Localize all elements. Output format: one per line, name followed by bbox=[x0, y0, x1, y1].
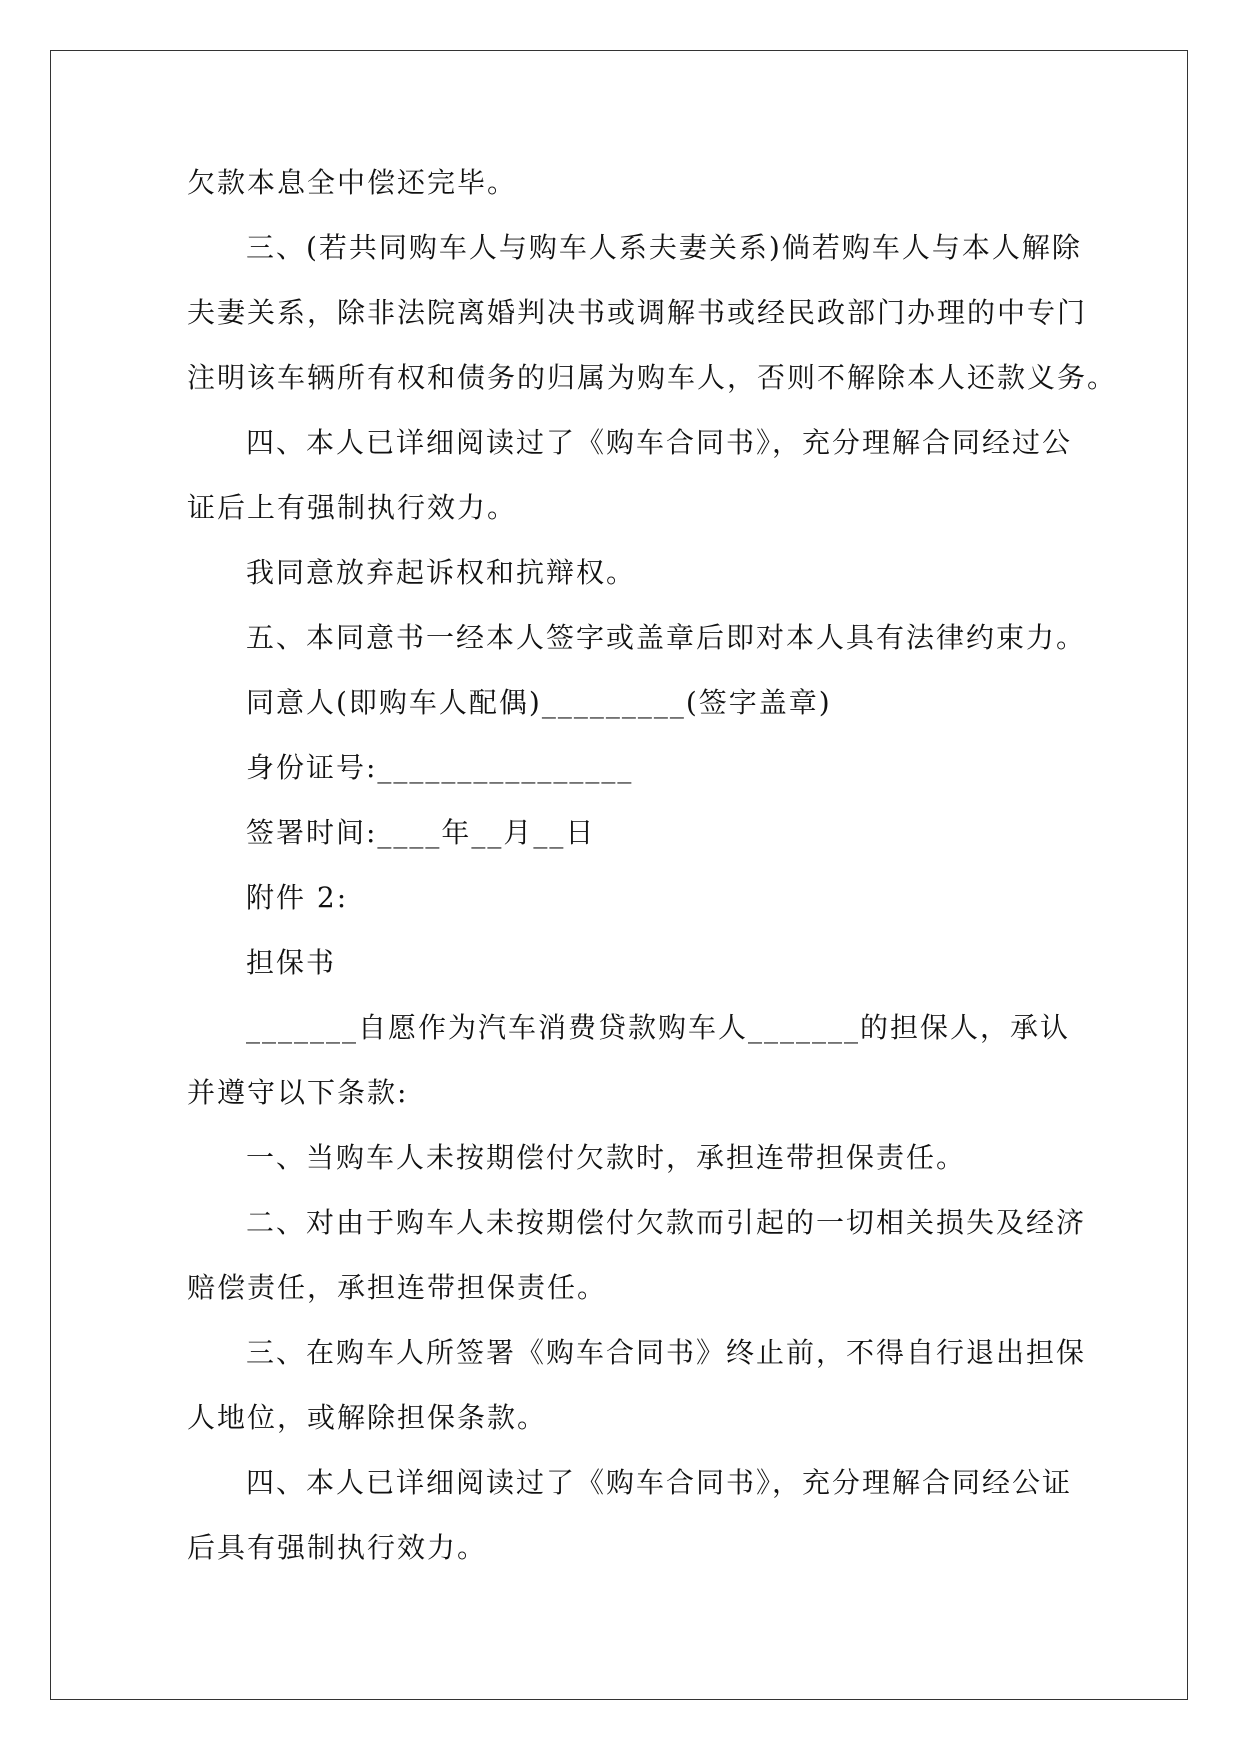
text-line: 后具有强制执行效力。 bbox=[187, 1531, 488, 1564]
text-line: 并遵守以下条款: bbox=[187, 1076, 409, 1109]
text-line: 三、在购车人所签署《购车合同书》终止前，不得自行退出担保 bbox=[246, 1336, 1087, 1369]
signatory-line: 同意人(即购车人配偶)_________(签字盖章) bbox=[246, 686, 832, 719]
signing-date-line: 签署时间:____年__月__日 bbox=[246, 816, 596, 849]
text-line: 二、对由于购车人未按期偿付欠款而引起的一切相关损失及经济 bbox=[246, 1206, 1087, 1239]
text-line: 五、本同意书一经本人签字或盖章后即对本人具有法律约束力。 bbox=[246, 621, 1087, 654]
text-line: _______自愿作为汽车消费贷款购车人_______的担保人，承认 bbox=[246, 1011, 1071, 1044]
text-line: 夫妻关系，除非法院离婚判决书或调解书或经民政部门办理的中专门 bbox=[187, 296, 1088, 329]
text-line: 注明该车辆所有权和债务的归属为购车人，否则不解除本人还款义务。 bbox=[187, 361, 1118, 394]
guarantee-title: 担保书 bbox=[246, 946, 337, 979]
id-number-line: 身份证号:________________ bbox=[246, 751, 634, 784]
text-line: 证后上有强制执行效力。 bbox=[187, 491, 518, 524]
attachment-label: 附件 2: bbox=[246, 881, 349, 914]
document-body bbox=[187, 160, 1118, 1590]
text-line: 赔偿责任，承担连带担保责任。 bbox=[187, 1271, 608, 1304]
text-line: 四、本人已详细阅读过了《购车合同书》，充分理解合同经公证 bbox=[246, 1466, 1073, 1499]
text-line: 一、当购车人未按期偿付欠款时，承担连带担保责任。 bbox=[246, 1141, 967, 1174]
text-line: 三、(若共同购车人与购车人系夫妻关系)倘若购车人与本人解除 bbox=[246, 231, 1082, 264]
text-line: 四、本人已详细阅读过了《购车合同书》，充分理解合同经过公 bbox=[246, 426, 1073, 459]
text-line: 我同意放弃起诉权和抗辩权。 bbox=[246, 556, 637, 589]
text-line: 人地位，或解除担保条款。 bbox=[187, 1401, 548, 1434]
text-line: 欠款本息全中偿还完毕。 bbox=[187, 166, 518, 199]
